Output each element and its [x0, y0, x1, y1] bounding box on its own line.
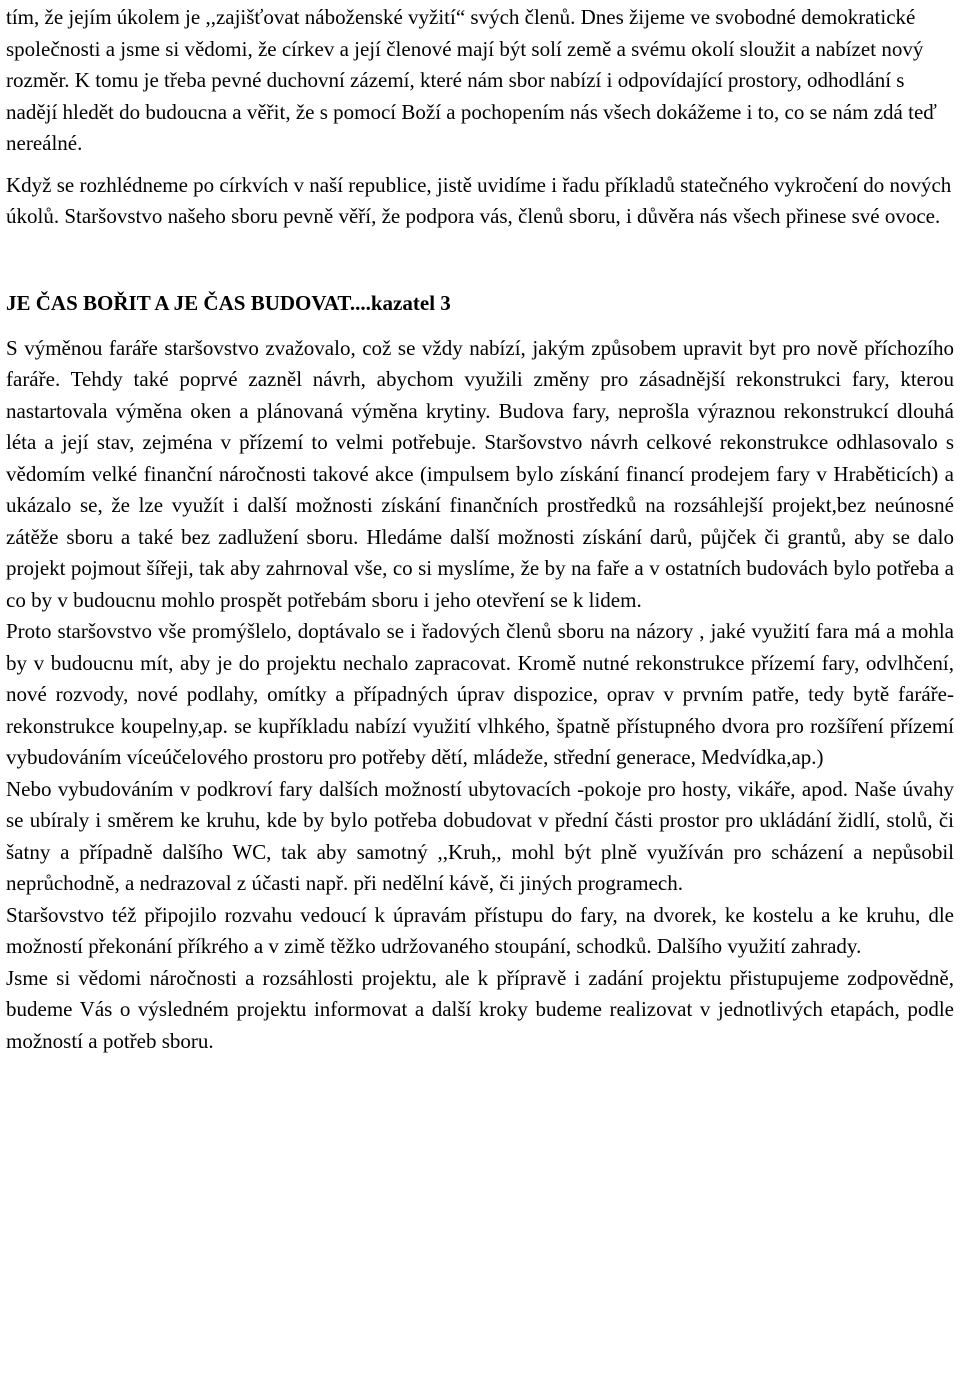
- body-paragraph-4: Staršovstvo též připojilo rozvahu vedoucí k úpravám přístupu do fary, na dvorek, ke kostelu a ke kruhu, dle možností překonání příkrého a v zimě těžko udržovaného stoupání, schodků. Dalšího využití zahrady.: [6, 902, 954, 958]
- body-paragraph-2: Proto staršovstvo vše promýšlelo, doptávalo se i řadových členů sboru na názory , jaké využití fara má a mohla by v budoucnu mít, aby je do projektu nechalo zapracovat. Kromě nutné rekonstrukce přízemí fary, odvlhčení, nové rozvody, nové podlahy, omítky a případných úprav dispozice, oprav v prvním patře, tedy bytě faráře-rekonstrukce koupelny,ap. se kupříkladu nabízí využití vlhkého, špatně přístupného dvora pro rozšíření přízemí vybudováním víceúčelového prostoru pro potřeby dětí, mládeže, střední generace, Medvídka,ap.): [6, 619, 954, 769]
- body-paragraph-1: S výměnou faráře staršovstvo zvažovalo, což se vždy nabízí, jakým způsobem upravit byt pro nově příchozího faráře. Tehdy také poprvé zazněl návrh, abychom využili změny pro zásadnější rekonstrukci fary, kterou nastartovala výměna oken a plánovaná výměna krytiny. Budova fary, neprošla výraznou rekonstrukcí dlouhá léta a její stav, zejména v přízemí to velmi potřebuje. Staršovstvo návrh celkové rekonstrukce odhlasovalo s vědomím velké finanční náročnosti takové akce (impulsem bylo získání financí prodejem fary v Hraběticích) a ukázalo se, že lze využít i další možnosti získání finančních prostředků na rozsáhlejší projekt,bez neúnosné zátěže sboru a také bez zadlužení sboru. Hledáme další možnosti získání darů, půjček či grantů, aby se dalo projekt pojmout šířeji, tak aby zahrnoval vše, co si myslíme, že by na faře a v ostatních budovách bylo potřeba a co by v budoucnu mohlo prospět potřebám sboru i jeho otevření se k lidem.: [6, 335, 954, 612]
- body-paragraph-3: Nebo vybudováním v podkroví fary dalších možností ubytovacích -pokoje pro hosty, vikáře, apod. Naše úvahy se ubíraly i směrem ke kruhu, kde by bylo potřeba dobudovat v přední části prostor pro ukládání židlí, stolů, či šatny a případně dalšího WC, tak aby samotný ,,Kruh,, mohl být plně využíván pro scházení a nepůsobil neprůchodně, a nedrazoval z účasti např. při nedělní kávě, či jiných programech.: [6, 776, 954, 895]
- body-paragraph-5: Jsme si vědomi náročnosti a rozsáhlosti projektu, ale k přípravě i zadání projektu přistupujeme zodpovědně, budeme Vás o výsledném projektu informovat a další kroky budeme realizovat v jednotlivých etapách, podle možností a potřeb sboru.: [6, 965, 954, 1053]
- intro-paragraph-1: tím, že jejím úkolem je ,,zajišťovat náboženské vyžití“ svých členů. Dnes žijeme ve svobodné demokratické společnosti a jsme si vědomi, že církev a její členové mají být solí země a svému okolí sloužit a nabízet nový rozměr. K tomu je třeba pevné duchovní zázemí, které nám sbor nabízí i odpovídající prostory, odhodlání s nadějí hledět do budoucna a věřit, že s pomocí Boží a pochopením nás všech dokážeme i to, co se nám zdá teď nereálné.: [6, 5, 937, 155]
- section-heading: JE ČAS BOŘIT A JE ČAS BUDOVAT....kazatel 3: [6, 290, 451, 315]
- intro-paragraph-2: Když se rozhlédneme po církvích v naší republice, jistě uvidíme i řadu příkladů statečného vykročení do nových úkolů. Staršovstvo našeho sboru pevně věří, že podpora vás, členů sboru, i důvěra nás všech přinese své ovoce.: [6, 172, 952, 228]
